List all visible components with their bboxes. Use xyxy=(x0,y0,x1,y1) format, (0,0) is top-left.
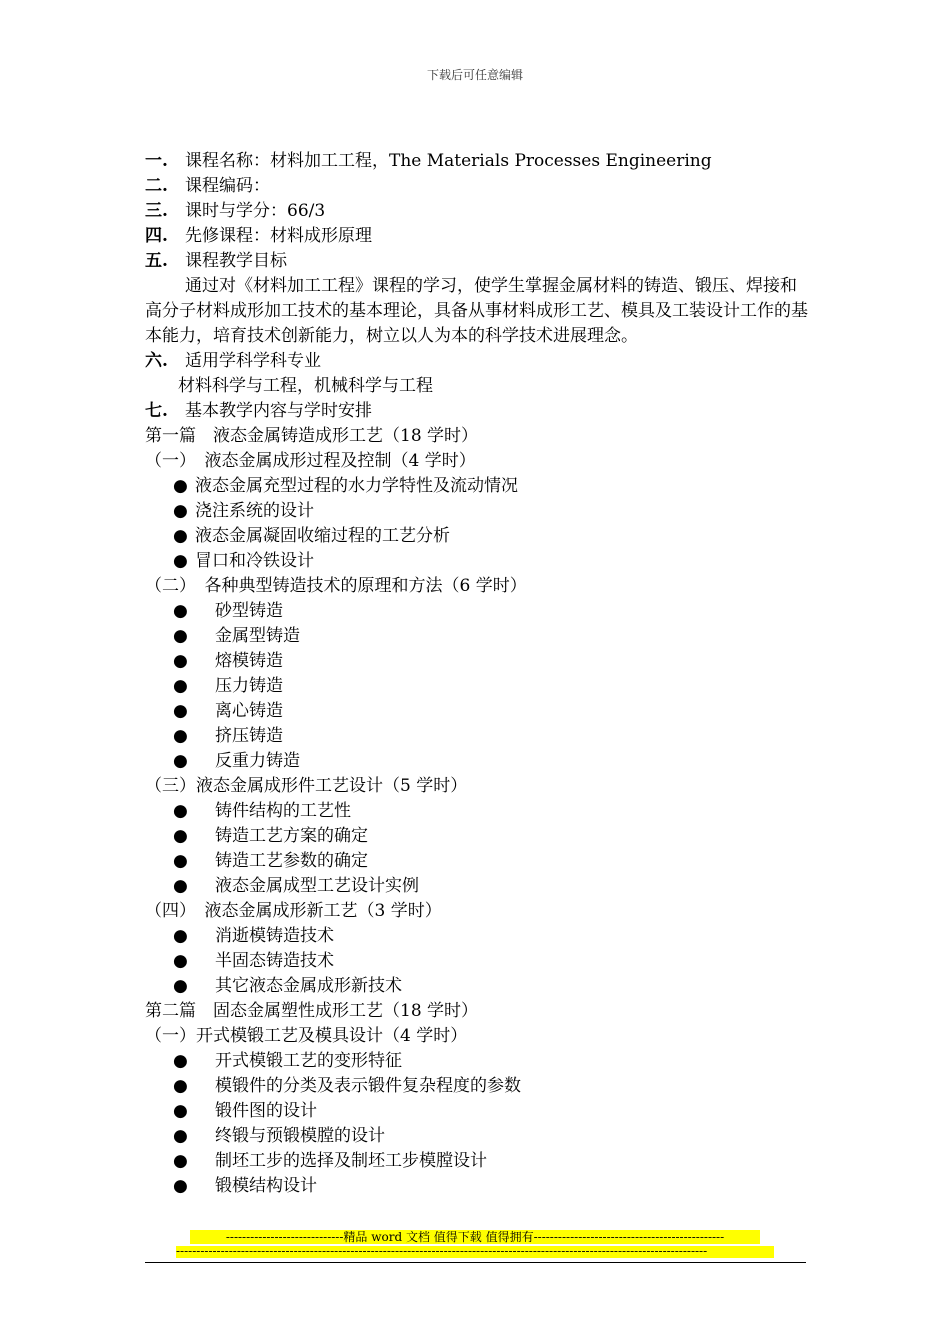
section-6-body: 材料科学与工程，机械科学与工程 xyxy=(178,376,433,396)
section-text: 课时与学分：66/3 xyxy=(185,201,326,221)
section-5 xyxy=(145,249,825,274)
list-item: ● 铸造工艺参数的确定 xyxy=(145,849,825,874)
bullet-icon: ● xyxy=(173,1051,188,1071)
list-item: ● 锻模结构设计 xyxy=(145,1174,825,1199)
chapter-title: （二） 各种典型铸造技术的原理和方法（6 学时） xyxy=(145,576,527,596)
list-item: ● 终锻与预锻模膛的设计 xyxy=(145,1124,825,1149)
section-number: 五. xyxy=(145,251,168,271)
bullet-icon: ● xyxy=(173,826,188,846)
section-text: 课程教学目标 xyxy=(185,251,287,271)
bullet-icon: ● xyxy=(173,676,188,696)
list-item: ● 金属型铸造 xyxy=(145,624,825,649)
section-text: 课程名称：材料加工工程，The Materials Processes Engineering xyxy=(185,151,712,171)
list-item: ● 半固态铸造技术 xyxy=(145,949,825,974)
list-item: ● 冒口和冷铁设计 xyxy=(145,549,825,574)
bullet-icon: ● xyxy=(173,726,188,746)
part-1-title: 第一篇 液态金属铸造成形工艺（18 学时） xyxy=(145,426,479,446)
bullet-icon: ● xyxy=(173,1076,188,1096)
list-item: ● 熔模铸造 xyxy=(145,649,825,674)
bullet-icon: ● xyxy=(173,701,188,721)
list-item: ● 模锻件的分类及表示锻件复杂程度的参数 xyxy=(145,1074,825,1099)
section-2 xyxy=(145,174,825,199)
page-header: 下载后可任意编辑 xyxy=(426,68,523,82)
section-number: 四. xyxy=(145,226,168,246)
section-number: 一. xyxy=(145,151,168,171)
bullet-icon: ● xyxy=(173,1176,188,1196)
list-item: ● 浇注系统的设计 xyxy=(145,499,825,524)
footer-rule xyxy=(145,1262,806,1263)
section-6 xyxy=(145,349,825,374)
section-number: 七. xyxy=(145,401,168,421)
list-item: ● 挤压铸造 xyxy=(145,724,825,749)
bullet-icon: ● xyxy=(173,876,188,896)
bullet-icon: ● xyxy=(173,851,188,871)
bullet-icon: ● xyxy=(173,926,188,946)
list-item: ● 铸造工艺方案的确定 xyxy=(145,824,825,849)
section-number: 三. xyxy=(145,201,168,221)
bullet-icon: ● xyxy=(173,501,188,521)
bullet-icon: ● xyxy=(173,601,188,621)
bullet-icon: ● xyxy=(173,801,188,821)
list-item: ● 铸件结构的工艺性 xyxy=(145,799,825,824)
footer-dash-line: ----------------------------------------------------------------------------------------------------------------------------------- xyxy=(176,1246,774,1258)
bullet-icon: ● xyxy=(173,1101,188,1121)
chapter-title: （一）开式模锻工艺及模具设计（4 学时） xyxy=(145,1026,468,1046)
bullet-icon: ● xyxy=(173,551,188,571)
section-7 xyxy=(145,399,825,424)
section-4 xyxy=(145,224,825,249)
bullet-icon: ● xyxy=(173,1126,188,1146)
section-1 xyxy=(145,149,825,174)
section-3 xyxy=(145,199,825,224)
list-item: ● 砂型铸造 xyxy=(145,599,825,624)
bullet-icon: ● xyxy=(173,976,188,996)
list-item: ● 开式模锻工艺的变形特征 xyxy=(145,1049,825,1074)
document-body xyxy=(145,149,825,1199)
section-text: 先修课程：材料成形原理 xyxy=(185,226,372,246)
list-item: ● 其它液态金属成形新技术 xyxy=(145,974,825,999)
section-text: 基本教学内容与学时安排 xyxy=(185,401,372,421)
list-item: ● 锻件图的设计 xyxy=(145,1099,825,1124)
section-number: 六. xyxy=(145,351,168,371)
chapter-title: （三）液态金属成形件工艺设计（5 学时） xyxy=(145,776,468,796)
list-item: ● 液态金属充型过程的水力学特性及流动情况 xyxy=(145,474,825,499)
list-item: ● 离心铸造 xyxy=(145,699,825,724)
part-2-title: 第二篇 固态金属塑性成形工艺（18 学时） xyxy=(145,1001,479,1021)
section-number: 二. xyxy=(145,176,168,196)
section-5-body: 通过对《材料加工工程》课程的学习，使学生掌握金属材料的铸造、锻压、焊接和高分子材料成形加工技术的基本理论，具备从事材料成形工艺、模具及工装设计工作的基本能力，培育技术创新能力，树立以人为本的科学技术进展理念。 xyxy=(145,276,808,346)
list-item: ● 消逝模铸造技术 xyxy=(145,924,825,949)
footer-banner: -----------------------------精品 word 文档 值得下载 值得拥有----------------------------------------------- xyxy=(190,1230,760,1244)
bullet-icon: ● xyxy=(173,526,188,546)
bullet-icon: ● xyxy=(173,626,188,646)
bullet-icon: ● xyxy=(173,951,188,971)
list-item: ● 反重力铸造 xyxy=(145,749,825,774)
bullet-icon: ● xyxy=(173,751,188,771)
bullet-icon: ● xyxy=(173,651,188,671)
list-item: ● 液态金属成型工艺设计实例 xyxy=(145,874,825,899)
chapter-title: （一） 液态金属成形过程及控制（4 学时） xyxy=(145,451,476,471)
bullet-icon: ● xyxy=(173,1151,188,1171)
section-text: 适用学科学科专业 xyxy=(185,351,321,371)
list-item: ● 制坯工步的选择及制坯工步模膛设计 xyxy=(145,1149,825,1174)
list-item: ● 液态金属凝固收缩过程的工艺分析 xyxy=(145,524,825,549)
list-item: ● 压力铸造 xyxy=(145,674,825,699)
chapter-title: （四） 液态金属成形新工艺（3 学时） xyxy=(145,901,442,921)
bullet-icon: ● xyxy=(173,476,188,496)
section-text: 课程编码： xyxy=(185,176,270,196)
